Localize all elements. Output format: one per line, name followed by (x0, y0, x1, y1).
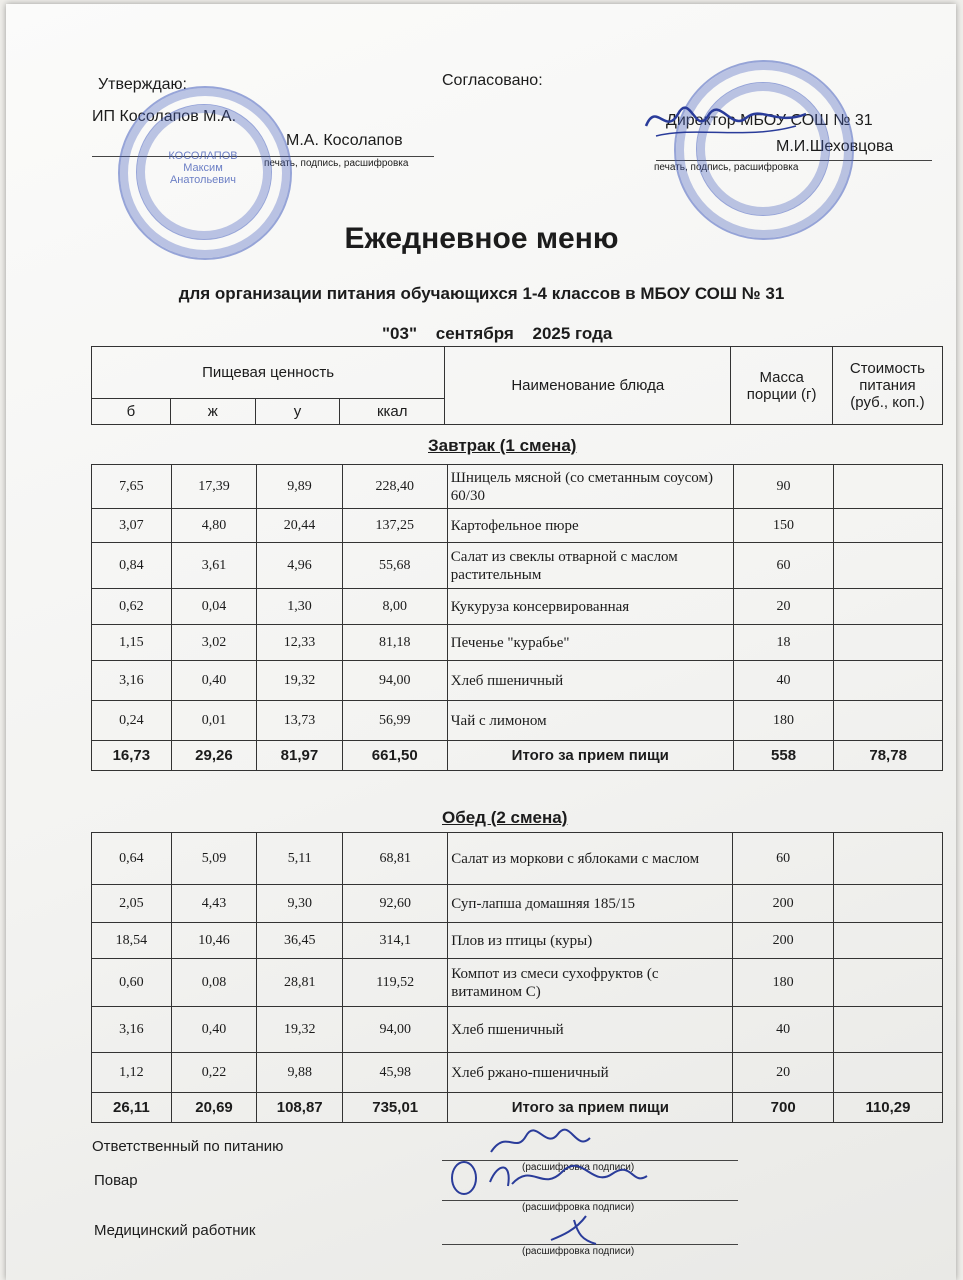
director-signature (636, 96, 816, 146)
breakfast-cell-zh: 0,01 (171, 701, 257, 741)
lunch-cell-cost (833, 885, 942, 923)
lunch-cell-mass: 20 (733, 1053, 834, 1093)
breakfast-row (92, 509, 943, 543)
breakfast-cell-mass: 150 (733, 509, 833, 543)
breakfast-cell-kcal: 228,40 (342, 465, 447, 509)
breakfast-table (91, 464, 943, 771)
stamp-line-3: Анатольевич (169, 174, 237, 186)
breakfast-cell-dish: Кукуруза консервированная (447, 589, 733, 625)
approve-person: ИП Косолапов М.А. (92, 108, 237, 125)
lunch-cell-u: 28,81 (257, 959, 343, 1007)
lunch-cell-u: 19,32 (257, 1007, 343, 1053)
breakfast-cell-b: 3,07 (92, 509, 172, 543)
lunch-cell-mass: 200 (733, 885, 834, 923)
lunch-cell-kcal: 45,98 (343, 1053, 448, 1093)
lunch-title: Обед (2 смена) (442, 808, 568, 827)
breakfast-row (92, 543, 943, 589)
lunch-cell-b: 2,05 (92, 885, 172, 923)
medic-signature (546, 1210, 606, 1250)
breakfast-cell-zh: 4,80 (171, 509, 257, 543)
lunch-cell-mass: 180 (733, 959, 834, 1007)
breakfast-cell-zh: 3,61 (171, 543, 257, 589)
lunch-cell-b: 18,54 (92, 923, 172, 959)
breakfast-row (92, 701, 943, 741)
lunch-cell-u: 9,88 (257, 1053, 343, 1093)
menu-table-header (91, 346, 943, 425)
breakfast-cell-b: 7,65 (92, 465, 172, 509)
breakfast-cell-b: 1,15 (92, 625, 172, 661)
breakfast-cell-mass: 60 (733, 543, 833, 589)
approve-sign-name: М.А. Косолапов (286, 132, 403, 149)
lunch-total-u: 108,87 (257, 1093, 343, 1123)
lunch-cell-u: 36,45 (257, 923, 343, 959)
breakfast-cell-kcal: 56,99 (342, 701, 447, 741)
col-zh: ж (170, 399, 255, 425)
breakfast-total-b: 16,73 (92, 741, 172, 771)
breakfast-cell-cost (834, 589, 943, 625)
breakfast-cell-b: 0,84 (92, 543, 172, 589)
footer-responsible: Ответственный по питанию (92, 1138, 284, 1155)
lunch-cell-cost (833, 923, 942, 959)
lunch-total-kcal: 735,01 (343, 1093, 448, 1123)
breakfast-cell-u: 12,33 (257, 625, 343, 661)
lunch-cell-mass: 60 (733, 833, 834, 885)
lunch-cell-b: 0,60 (92, 959, 172, 1007)
cost-header: Стоимость питания (руб., коп.) (832, 347, 942, 425)
stamp-line-1: КОСОЛАПОВ (168, 150, 238, 162)
lunch-cell-cost (833, 833, 942, 885)
col-kcal: ккал (340, 399, 445, 425)
breakfast-cell-u: 20,44 (257, 509, 343, 543)
date-year: 2025 года (532, 324, 613, 343)
lunch-table (91, 832, 943, 1123)
breakfast-cell-cost (834, 509, 943, 543)
breakfast-total-kcal: 661,50 (342, 741, 447, 771)
breakfast-cell-dish: Чай с лимоном (447, 701, 733, 741)
lunch-total-b: 26,11 (92, 1093, 172, 1123)
breakfast-row (92, 625, 943, 661)
breakfast-cell-b: 0,62 (92, 589, 172, 625)
document-page (6, 4, 956, 1280)
breakfast-cell-mass: 20 (733, 589, 833, 625)
medic-caption: (расшифровка подписи) (522, 1246, 635, 1257)
lunch-cell-b: 0,64 (92, 833, 172, 885)
breakfast-cell-u: 4,96 (257, 543, 343, 589)
col-u: у (255, 399, 340, 425)
lunch-row (92, 923, 943, 959)
lunch-total-zh: 20,69 (171, 1093, 257, 1123)
breakfast-cell-zh: 17,39 (171, 465, 257, 509)
breakfast-cell-cost (834, 661, 943, 701)
lunch-cell-dish: Компот из смеси сухофруктов (с витамином С) (448, 959, 733, 1007)
lunch-cell-dish: Салат из моркови с яблоками с маслом (448, 833, 733, 885)
breakfast-cell-dish: Хлеб пшеничный (447, 661, 733, 701)
breakfast-cell-mass: 40 (733, 661, 833, 701)
page-subtitle: для организации питания обучающихся 1-4 классов в МБОУ СОШ № 31 (178, 284, 785, 303)
breakfast-cell-u: 9,89 (257, 465, 343, 509)
breakfast-cell-u: 13,73 (257, 701, 343, 741)
breakfast-cell-zh: 0,04 (171, 589, 257, 625)
breakfast-cell-cost (834, 625, 943, 661)
lunch-cell-zh: 0,08 (171, 959, 257, 1007)
lunch-cell-zh: 4,43 (171, 885, 257, 923)
dish-header: Наименование блюда (445, 347, 731, 425)
breakfast-cell-cost (834, 465, 943, 509)
lunch-cell-kcal: 92,60 (343, 885, 448, 923)
nutrition-header: Пищевая ценность (92, 347, 445, 399)
date-day: "03" (382, 324, 418, 343)
breakfast-cell-mass: 90 (733, 465, 833, 509)
date-month: сентября (435, 324, 514, 343)
breakfast-cell-zh: 0,40 (171, 661, 257, 701)
approve-caption: печать, подпись, расшифровка (264, 158, 409, 169)
breakfast-cell-kcal: 94,00 (342, 661, 447, 701)
lunch-row (92, 885, 943, 923)
agreed-label: Согласовано: (442, 72, 543, 89)
lunch-cell-b: 1,12 (92, 1053, 172, 1093)
breakfast-cell-cost (834, 701, 943, 741)
lunch-cell-dish: Хлеб пшеничный (448, 1007, 733, 1053)
breakfast-cell-kcal: 8,00 (342, 589, 447, 625)
breakfast-total-u: 81,97 (257, 741, 343, 771)
breakfast-row (92, 465, 943, 509)
lunch-cell-zh: 0,40 (171, 1007, 257, 1053)
breakfast-cell-dish: Шницель мясной (со сметанным соусом) 60/30 (447, 465, 733, 509)
lunch-cell-dish: Плов из птицы (куры) (448, 923, 733, 959)
lunch-cell-cost (833, 959, 942, 1007)
breakfast-total-mass: 558 (733, 741, 833, 771)
lunch-row (92, 1053, 943, 1093)
breakfast-cell-u: 19,32 (257, 661, 343, 701)
lunch-cell-u: 5,11 (257, 833, 343, 885)
director-name: М.И.Шеховцова (776, 138, 894, 155)
lunch-cell-dish: Хлеб ржано-пшеничный (448, 1053, 733, 1093)
lunch-cell-zh: 10,46 (171, 923, 257, 959)
breakfast-cell-dish: Картофельное пюре (447, 509, 733, 543)
lunch-total-row (92, 1093, 943, 1123)
lunch-cell-kcal: 68,81 (343, 833, 448, 885)
breakfast-cell-zh: 3,02 (171, 625, 257, 661)
lunch-cell-b: 3,16 (92, 1007, 172, 1053)
lunch-cell-dish: Суп-лапша домашняя 185/15 (448, 885, 733, 923)
mass-header: Масса порции (г) (731, 347, 833, 425)
footer-cook: Повар (94, 1172, 138, 1189)
lunch-cell-cost (833, 1007, 942, 1053)
lunch-row (92, 959, 943, 1007)
lunch-cell-zh: 0,22 (171, 1053, 257, 1093)
lunch-cell-kcal: 94,00 (343, 1007, 448, 1053)
breakfast-cell-kcal: 137,25 (342, 509, 447, 543)
breakfast-cell-dish: Салат из свеклы отварной с маслом растительным (447, 543, 733, 589)
page-title: Ежедневное меню (344, 222, 619, 255)
responsible-caption: (расшифровка подписи) (522, 1162, 635, 1173)
footer-medic: Медицинский работник (94, 1222, 256, 1239)
lunch-total-label: Итого за прием пищи (448, 1093, 733, 1123)
breakfast-row (92, 589, 943, 625)
approve-label: Утверждаю: (98, 76, 187, 93)
lunch-cell-kcal: 119,52 (343, 959, 448, 1007)
lunch-cell-zh: 5,09 (171, 833, 257, 885)
lunch-row (92, 833, 943, 885)
lunch-total-mass: 700 (733, 1093, 834, 1123)
menu-date (382, 324, 612, 344)
breakfast-cell-kcal: 81,18 (342, 625, 447, 661)
breakfast-title: Завтрак (1 смена) (428, 436, 577, 455)
lunch-cell-u: 9,30 (257, 885, 343, 923)
breakfast-total-row (92, 741, 943, 771)
lunch-cell-kcal: 314,1 (343, 923, 448, 959)
breakfast-total-cost: 78,78 (834, 741, 943, 771)
director-title: Директор МБОУ СОШ № 31 (666, 112, 873, 129)
lunch-total-cost: 110,29 (833, 1093, 942, 1123)
breakfast-cell-cost (834, 543, 943, 589)
cook-caption: (расшифровка подписи) (522, 1202, 635, 1213)
director-caption: печать, подпись, расшифровка (654, 162, 799, 173)
breakfast-total-zh: 29,26 (171, 741, 257, 771)
col-b: б (92, 399, 171, 425)
cook-signature (442, 1152, 652, 1202)
breakfast-cell-u: 1,30 (257, 589, 343, 625)
lunch-cell-mass: 200 (733, 923, 834, 959)
breakfast-cell-mass: 18 (733, 625, 833, 661)
breakfast-cell-mass: 180 (733, 701, 833, 741)
breakfast-total-label: Итого за прием пищи (447, 741, 733, 771)
stamp-line-2: Максим (183, 162, 223, 174)
breakfast-cell-b: 3,16 (92, 661, 172, 701)
breakfast-row (92, 661, 943, 701)
lunch-cell-mass: 40 (733, 1007, 834, 1053)
breakfast-cell-dish: Печенье "курабье" (447, 625, 733, 661)
lunch-cell-cost (833, 1053, 942, 1093)
breakfast-cell-kcal: 55,68 (342, 543, 447, 589)
lunch-row (92, 1007, 943, 1053)
breakfast-cell-b: 0,24 (92, 701, 172, 741)
